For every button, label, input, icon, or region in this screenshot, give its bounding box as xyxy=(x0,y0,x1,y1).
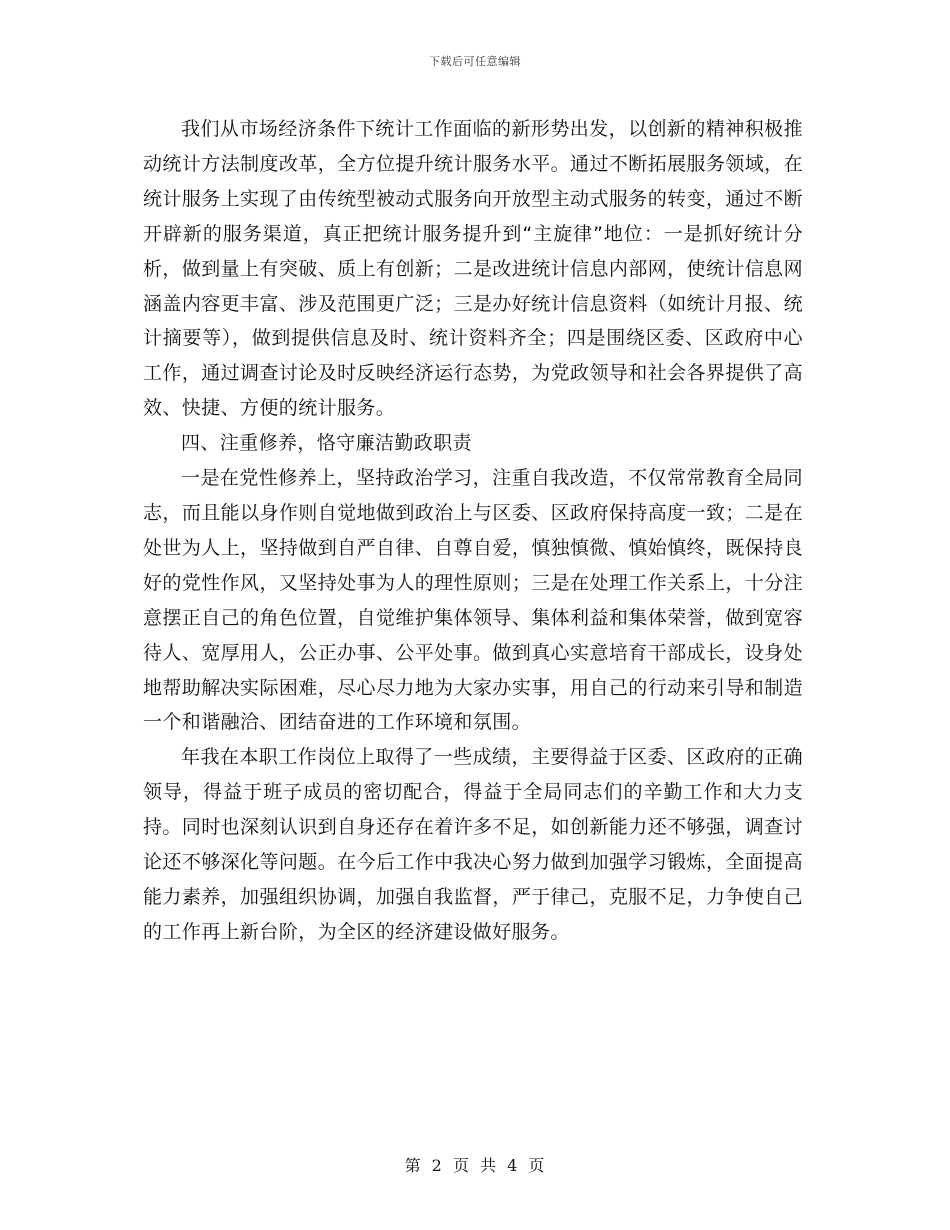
section-heading: 四、注重修养，恪守廉洁勤政职责 xyxy=(181,432,473,455)
paragraph-statistics-service: 我们从市场经济条件下统计工作面临的新形势出发，以创新的精神积极推动统计方法制度改革，全方位提升统计服务水平。通过不断拓展服务领域，在统计服务上实现了由传统型被动式服务向开放型主动式服务的转变，通过不断开辟新的服务渠道，真正把统计服务提升到“主旋律”地位：一是抓好统计分析，做到量上有突破、质上有创新；二是改进统计信息内部网，使统计信息网涵盖内容更丰富、涉及范围更广泛；三是办好统计信息资料（如统计月报、统计摘要等），做到提供信息及时、统计资料齐全；四是围绕区委、区政府中心工作，通过调查讨论及时反映经济运行态势，为党政领导和社会各界提供了高效、快捷、方便的统计服务。 xyxy=(143,118,803,420)
document-body xyxy=(143,112,803,950)
paragraph-self-cultivation: 一是在党性修养上，坚持政治学习，注重自我改造，不仅常常教育全局同志，而且能以身作则自觉地做到政治上与区委、区政府保持高度一致；二是在处世为人上，坚持做到自严自律、自尊自爱，慎独慎微、慎始慎终，既保持良好的党性作风，又坚持处事为人的理性原则；三是在处理工作关系上，十分注意摆正自己的角色位置，自觉维护集体领导、集体利益和集体荣誉，做到宽容待人、宽厚用人，公正办事、公平处事。做到真心实意培育干部成长，设身处地帮助解决实际困难，尽心尽力地为大家办实事，用自己的行动来引导和制造一个和谐融洽、团结奋进的工作环境和氛围。 xyxy=(143,467,803,734)
paragraph-summary: 年我在本职工作岗位上取得了一些成绩，主要得益于区委、区政府的正确领导，得益于班子成员的密切配合，得益于全局同志们的辛勤工作和大力支持。同时也深刻认识到自身还存在着许多不足，如创新能力还不够强，调查讨论还不够深化等问题。在今后工作中我决心努力做到加强学习锻炼，全面提高能力素养，加强组织协调，加强自我监督，严于律己，克服不足，力争使自己的工作再上新台阶，为全区的经济建设做好服务。 xyxy=(143,746,803,943)
page-header: 下载后可任意编辑 xyxy=(429,55,521,68)
page-number: 第 2 页 共 4 页 xyxy=(404,1156,546,1175)
